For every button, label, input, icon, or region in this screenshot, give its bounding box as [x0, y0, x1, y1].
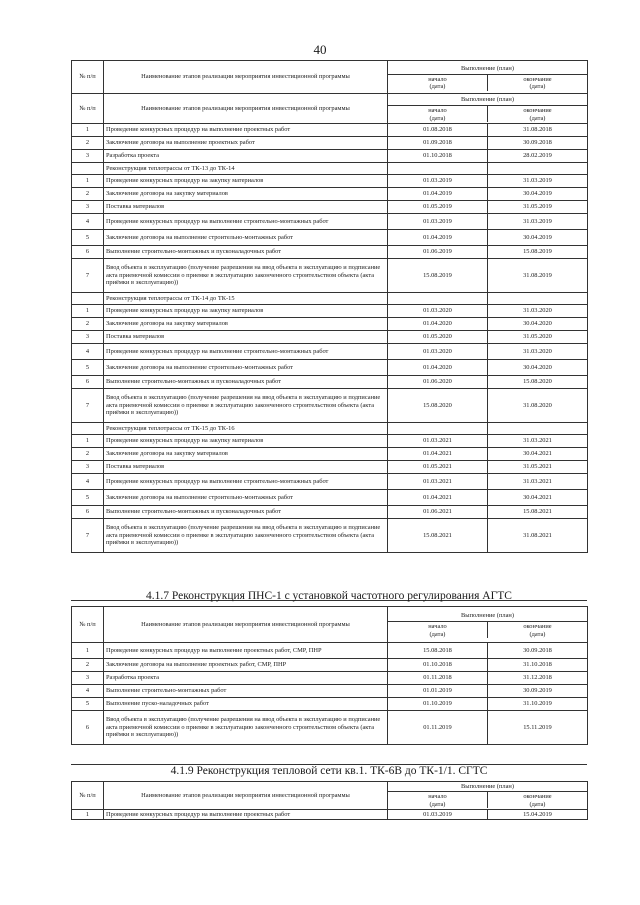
- row-start-date: 15.08.2020: [388, 389, 488, 423]
- table-row: [72, 810, 588, 820]
- row-number: 3: [72, 672, 104, 685]
- row-end-date: 30.04.2021: [488, 490, 588, 506]
- row-start-date: 01.11.2019: [388, 711, 488, 745]
- row-number: 7: [72, 519, 104, 553]
- subsection-empty-cell: [488, 293, 588, 305]
- row-end-date: 31.08.2018: [488, 124, 588, 137]
- table-row: [72, 474, 588, 490]
- row-stage-name: Проведение конкурсных процедур на закупку материалов: [104, 435, 388, 448]
- row-start-date: 01.04.2019: [388, 230, 488, 246]
- row-number: 5: [72, 490, 104, 506]
- table-header-row: [72, 782, 588, 810]
- header-end: окончание (дата): [523, 75, 552, 90]
- row-start-date: 01.09.2018: [388, 137, 488, 150]
- header-num: № п/п: [72, 94, 104, 124]
- row-number: 2: [72, 318, 104, 331]
- row-end-date: 15.08.2020: [488, 376, 588, 389]
- row-start-date: 01.08.2018: [388, 124, 488, 137]
- row-end-date: 30.09.2019: [488, 685, 588, 698]
- row-number: 4: [72, 214, 104, 230]
- row-number: 1: [72, 435, 104, 448]
- row-stage-name: Выполнение строительно-монтажных и пусконаладочных работ: [104, 506, 388, 519]
- page-number: 40: [313, 42, 327, 57]
- row-number: 3: [72, 150, 104, 163]
- header-plan: [388, 607, 588, 643]
- row-number: 4: [72, 685, 104, 698]
- header-name: Наименование этапов реализации мероприятия инвестиционной программы: [104, 94, 388, 124]
- row-start-date: 01.06.2019: [388, 246, 488, 259]
- row-start-date: 01.06.2020: [388, 376, 488, 389]
- header-start: начало (дата): [388, 622, 488, 638]
- row-end-date: 30.04.2019: [488, 188, 588, 201]
- table-row: [72, 389, 588, 423]
- row-start-date: 01.03.2019: [388, 214, 488, 230]
- header-plan-title: Выполнение (план): [388, 783, 587, 792]
- row-start-date: 01.06.2021: [388, 506, 488, 519]
- schedule-table-2: [71, 606, 588, 745]
- row-number: 6: [72, 246, 104, 259]
- table-row: [72, 259, 588, 293]
- header-start: начало (дата): [388, 75, 488, 91]
- row-stage-name: Ввод объекта в эксплуатацию (получение разрешения на ввод объекта в эксплуатацию и подписание акта приемочной комиссии о приемке в эксплуатацию законченного строительством объекта (акта приёмки в эксплуатацию)): [104, 259, 388, 293]
- row-stage-name: Заключение договора на закупку материалов: [104, 448, 388, 461]
- table-row: [72, 124, 588, 137]
- subsection-empty-cell: [388, 293, 488, 305]
- table-row: [72, 318, 588, 331]
- table-header-row: [72, 607, 588, 643]
- subsection-row: [72, 163, 588, 175]
- row-stage-name: Проведение конкурсных процедур на выполнение строительно-монтажных работ: [104, 474, 388, 490]
- row-end-date: 15.11.2019: [488, 711, 588, 745]
- row-stage-name: Выполнение пуско-наладочных работ: [104, 698, 388, 711]
- subsection-row: [72, 293, 588, 305]
- subsection-empty-cell: [488, 163, 588, 175]
- row-stage-name: Выполнение строительно-монтажных и пусконаладочных работ: [104, 376, 388, 389]
- row-start-date: 01.03.2020: [388, 305, 488, 318]
- table-row: [72, 643, 588, 659]
- row-number: 1: [72, 810, 104, 820]
- row-end-date: 31.03.2020: [488, 344, 588, 360]
- row-number: 6: [72, 506, 104, 519]
- row-stage-name: Поставка материалов: [104, 331, 388, 344]
- table-row: [72, 344, 588, 360]
- header-name: Наименование этапов реализации мероприятия инвестиционной программы: [104, 61, 388, 94]
- row-end-date: 31.10.2018: [488, 659, 588, 672]
- row-start-date: 01.04.2021: [388, 490, 488, 506]
- row-stage-name: Ввод объекта в эксплуатацию (получение разрешения на ввод объекта в эксплуатацию и подписание акта приемочной комиссии о приемке в эксплуатацию законченного строительством объекта (акта приёмки в эксплуатацию)): [104, 711, 388, 745]
- table-row: [72, 188, 588, 201]
- row-stage-name: Поставка материалов: [104, 461, 388, 474]
- row-start-date: 15.08.2019: [388, 259, 488, 293]
- header-plan: [388, 61, 588, 94]
- table-row: [72, 230, 588, 246]
- table-row: [72, 685, 588, 698]
- row-number: 5: [72, 698, 104, 711]
- row-stage-name: Заключение договора на закупку материалов: [104, 318, 388, 331]
- row-end-date: 31.03.2021: [488, 435, 588, 448]
- header-end: окончание (дата): [523, 107, 552, 122]
- row-start-date: 01.10.2018: [388, 659, 488, 672]
- subsection-empty-cell: [388, 163, 488, 175]
- row-start-date: 01.04.2021: [388, 448, 488, 461]
- row-start-date: 01.04.2020: [388, 318, 488, 331]
- row-end-date: 15.08.2019: [488, 246, 588, 259]
- table-row: [72, 711, 588, 745]
- table-row: [72, 698, 588, 711]
- row-start-date: 01.01.2019: [388, 685, 488, 698]
- row-stage-name: Ввод объекта в эксплуатацию (получение разрешения на ввод объекта в эксплуатацию и подписание акта приемочной комиссии о приемке в эксплуатацию законченного строительством объекта (акта приёмки в эксплуатацию)): [104, 519, 388, 553]
- table-row: [72, 214, 588, 230]
- row-number: 1: [72, 305, 104, 318]
- table-row: [72, 137, 588, 150]
- row-end-date: 31.03.2019: [488, 214, 588, 230]
- row-end-date: 30.04.2020: [488, 360, 588, 376]
- row-end-date: 31.08.2021: [488, 519, 588, 553]
- row-stage-name: Заключение договора на выполнение проектных работ: [104, 137, 388, 150]
- row-number: 1: [72, 124, 104, 137]
- row-number: 5: [72, 230, 104, 246]
- row-number: 2: [72, 137, 104, 150]
- table-row: [72, 461, 588, 474]
- header-num: № п/п: [72, 61, 104, 94]
- row-stage-name: Проведение конкурсных процедур на выполнение строительно-монтажных работ: [104, 214, 388, 230]
- row-end-date: 31.08.2020: [488, 389, 588, 423]
- row-number: 4: [72, 474, 104, 490]
- table-row: [72, 150, 588, 163]
- table-row: [72, 506, 588, 519]
- row-stage-name: Разработка проекта: [104, 672, 388, 685]
- row-end-date: 30.09.2018: [488, 643, 588, 659]
- row-stage-name: Заключение договора на выполнение строительно-монтажных работ: [104, 360, 388, 376]
- row-start-date: 01.05.2020: [388, 331, 488, 344]
- header-plan: [388, 94, 588, 124]
- header-end: окончание (дата): [523, 793, 552, 808]
- row-stage-name: Заключение договора на выполнение строительно-монтажных работ: [104, 490, 388, 506]
- row-start-date: 01.03.2021: [388, 435, 488, 448]
- table-row: [72, 175, 588, 188]
- row-number: 3: [72, 331, 104, 344]
- row-number: 6: [72, 376, 104, 389]
- row-stage-name: Проведение конкурсных процедур на закупку материалов: [104, 175, 388, 188]
- row-number: 3: [72, 201, 104, 214]
- row-stage-name: Проведение конкурсных процедур на закупку материалов: [104, 305, 388, 318]
- row-number: 1: [72, 175, 104, 188]
- table-row: [72, 376, 588, 389]
- row-end-date: 30.09.2018: [488, 137, 588, 150]
- row-start-date: 01.11.2018: [388, 672, 488, 685]
- row-stage-name: Заключение договора на выполнение строительно-монтажных работ: [104, 230, 388, 246]
- row-start-date: 01.04.2019: [388, 188, 488, 201]
- header-start: начало (дата): [388, 792, 488, 808]
- schedule-table-1: [71, 60, 588, 553]
- row-start-date: 01.04.2020: [388, 360, 488, 376]
- row-stage-name: Ввод объекта в эксплуатацию (получение разрешения на ввод объекта в эксплуатацию и подписание акта приемочной комиссии о приемке в эксплуатацию законченного строительством объекта (акта приёмки в эксплуатацию)): [104, 389, 388, 423]
- row-stage-name: Проведение конкурсных процедур на выполнение проектных работ: [104, 810, 388, 820]
- table-header-row: [72, 61, 588, 94]
- row-start-date: 01.10.2019: [388, 698, 488, 711]
- subsection-title: Реконструкция теплотрассы от ТК-13 до ТК-14: [104, 163, 388, 175]
- subsection-empty-cell: [388, 423, 488, 435]
- row-end-date: 31.10.2019: [488, 698, 588, 711]
- row-start-date: 01.05.2019: [388, 201, 488, 214]
- subsection-empty-cell: [488, 423, 588, 435]
- row-end-date: 28.02.2019: [488, 150, 588, 163]
- table-header-row: [72, 94, 588, 124]
- row-number: 5: [72, 360, 104, 376]
- header-end: окончание (дата): [523, 623, 552, 638]
- row-number: 7: [72, 259, 104, 293]
- row-stage-name: Заключение договора на выполнение проектных работ, СМР, ПНР: [104, 659, 388, 672]
- row-end-date: 15.04.2019: [488, 810, 588, 820]
- row-number: 7: [72, 389, 104, 423]
- row-end-date: 31.03.2019: [488, 175, 588, 188]
- subsection-row: [72, 423, 588, 435]
- header-plan-title: Выполнение (план): [388, 611, 587, 622]
- row-end-date: 31.12.2018: [488, 672, 588, 685]
- row-start-date: 01.05.2021: [388, 461, 488, 474]
- row-number: 2: [72, 659, 104, 672]
- row-end-date: 15.08.2021: [488, 506, 588, 519]
- row-start-date: 15.08.2021: [388, 519, 488, 553]
- row-stage-name: Поставка материалов: [104, 201, 388, 214]
- row-end-date: 31.05.2021: [488, 461, 588, 474]
- table-row: [72, 490, 588, 506]
- subsection-title: Реконструкция теплотрассы от ТК-15 до ТК-16: [104, 423, 388, 435]
- subsection-title: Реконструкция теплотрассы от ТК-14 до ТК-15: [104, 293, 388, 305]
- subsection-empty-cell: [72, 293, 104, 305]
- row-number: 4: [72, 344, 104, 360]
- row-end-date: 30.04.2021: [488, 448, 588, 461]
- row-stage-name: Заключение договора на закупку материалов: [104, 188, 388, 201]
- row-stage-name: Проведение конкурсных процедур на выполнение проектных работ, СМР, ПНР: [104, 643, 388, 659]
- row-end-date: 30.04.2019: [488, 230, 588, 246]
- section-title-4-1-9: 4.1.9 Реконструкция тепловой сети кв.1. ТК-6В до ТК-1/1. СГТС: [170, 765, 488, 777]
- row-end-date: 30.04.2020: [488, 318, 588, 331]
- schedule-table-3: [71, 781, 588, 820]
- table-row: [72, 672, 588, 685]
- row-start-date: 01.10.2018: [388, 150, 488, 163]
- header-plan-title: Выполнение (план): [388, 95, 587, 106]
- header-plan: [388, 782, 588, 810]
- row-number: 3: [72, 461, 104, 474]
- row-number: 2: [72, 448, 104, 461]
- row-stage-name: Разработка проекта: [104, 150, 388, 163]
- row-end-date: 31.08.2019: [488, 259, 588, 293]
- row-start-date: 01.03.2019: [388, 175, 488, 188]
- row-end-date: 31.05.2020: [488, 331, 588, 344]
- table-row: [72, 448, 588, 461]
- table-row: [72, 360, 588, 376]
- table-row: [72, 519, 588, 553]
- table-row: [72, 331, 588, 344]
- table-row: [72, 201, 588, 214]
- section-title-4-1-7: 4.1.7 Реконструкция ПНС-1 с установкой частотного регулирования АГТС: [146, 590, 512, 602]
- subsection-empty-cell: [72, 163, 104, 175]
- header-num: № п/п: [72, 782, 104, 810]
- table-row: [72, 305, 588, 318]
- row-start-date: 01.03.2019: [388, 810, 488, 820]
- row-stage-name: Выполнение строительно-монтажных и пусконаладочных работ: [104, 246, 388, 259]
- header-name: Наименование этапов реализации мероприятия инвестиционной программы: [104, 607, 388, 643]
- header-num: № п/п: [72, 607, 104, 643]
- row-start-date: 01.03.2021: [388, 474, 488, 490]
- row-start-date: 15.08.2018: [388, 643, 488, 659]
- row-stage-name: Выполнение строительно-монтажных работ: [104, 685, 388, 698]
- row-end-date: 31.03.2021: [488, 474, 588, 490]
- row-start-date: 01.03.2020: [388, 344, 488, 360]
- header-name: Наименование этапов реализации мероприятия инвестиционной программы: [104, 782, 388, 810]
- subsection-empty-cell: [72, 423, 104, 435]
- table-row: [72, 246, 588, 259]
- header-start: начало (дата): [388, 106, 488, 122]
- row-number: 6: [72, 711, 104, 745]
- row-end-date: 31.03.2020: [488, 305, 588, 318]
- row-stage-name: Проведение конкурсных процедур на выполнение проектных работ: [104, 124, 388, 137]
- header-plan-title: Выполнение (план): [388, 64, 587, 75]
- row-stage-name: Проведение конкурсных процедур на выполнение строительно-монтажных работ: [104, 344, 388, 360]
- row-end-date: 31.05.2019: [488, 201, 588, 214]
- row-number: 1: [72, 643, 104, 659]
- table-row: [72, 659, 588, 672]
- table-row: [72, 435, 588, 448]
- row-number: 2: [72, 188, 104, 201]
